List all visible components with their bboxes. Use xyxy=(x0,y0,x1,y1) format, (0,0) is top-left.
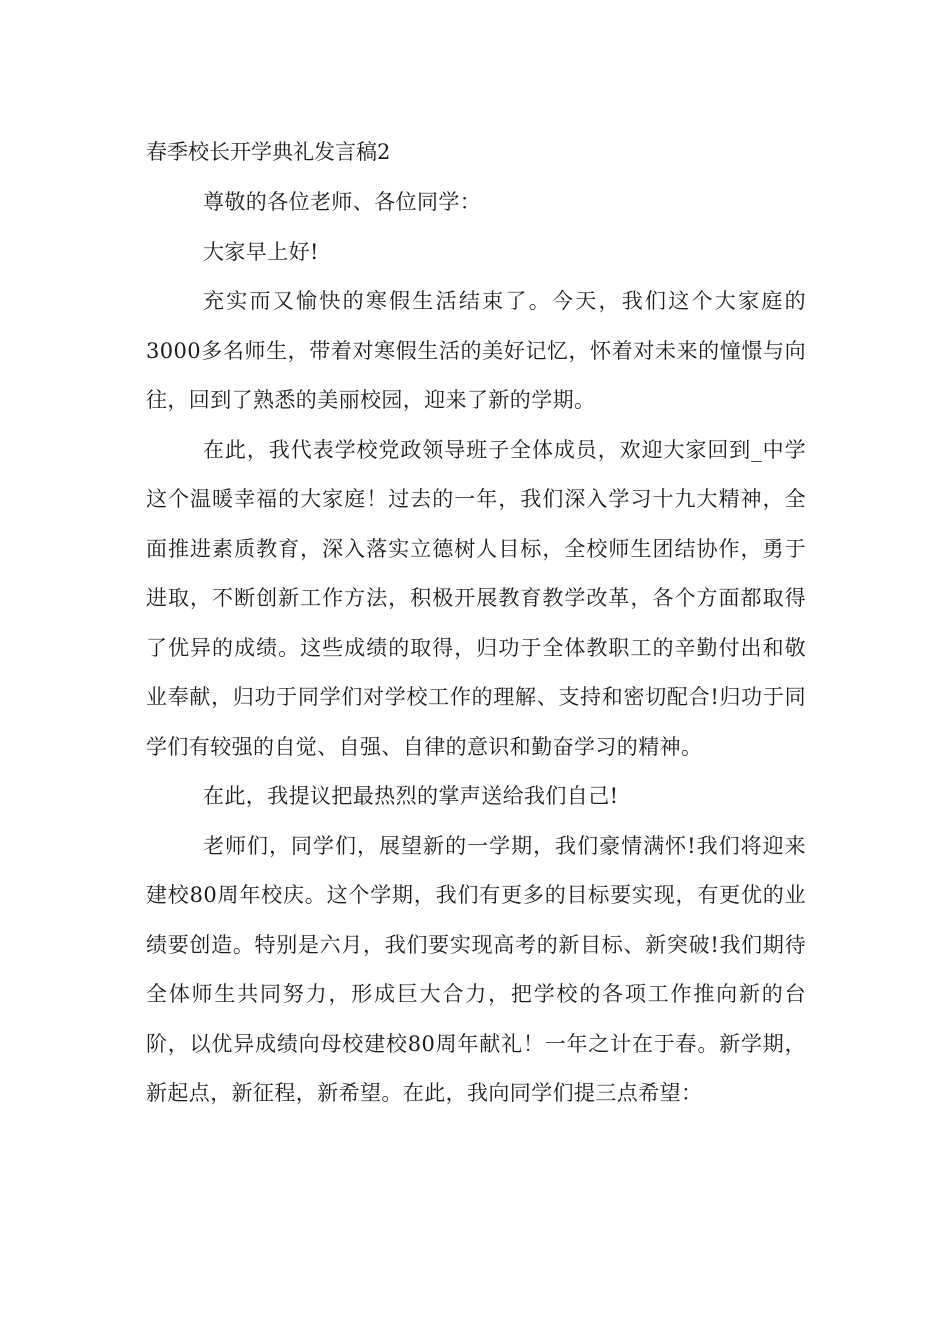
paragraph-salutation: 尊敬的各位老师、各位同学： xyxy=(203,190,482,214)
paragraph-achievements: 在此，我代表学校党政领导班子全体成员，欢迎大家回到_中学这个温暖幸福的大家庭！过去的一年，我们深入学习十九大精神，全面推进素质教育，深入落实立德树人目标，全校师生团结协作，勇于进取，不断创新工作方法，积极开展教育教学改革，各个方面都取得了优异的成绩。这些成绩的取得，归功于全体教职工的辛勤付出和敬业奉献，归功于同学们对学校工作的理解、支持和密切配合!归功于同学们有较强的自觉、自强、自律的意识和勤奋学习的精神。 xyxy=(146,437,806,759)
paragraph-greeting: 大家早上好! xyxy=(203,239,319,264)
paragraph-applause: 在此，我提议把最热烈的掌声送给我们自己! xyxy=(203,784,619,808)
document-title: 春季校长开学典礼发言稿2 xyxy=(146,140,391,164)
paragraph-opening: 充实而又愉快的寒假生活结束了。今天，我们这个大家庭的3000多名师生，带着对寒假生活的美好记忆，怀着对未来的憧憬与向往，回到了熟悉的美丽校园，迎来了新的学期。 xyxy=(146,289,806,412)
paragraph-outlook: 老师们，同学们，展望新的一学期，我们豪情满怀!我们将迎来建校80周年校庆。这个学期，我们有更多的目标要实现，有更优的业绩要创造。特别是六月，我们要实现高考的新目标、新突破!我们期待全体师生共同努力，形成巨大合力，把学校的各项工作推向新的台阶，以优异成绩向母校建校80周年献礼！一年之计在于春。新学期，新起点，新征程，新希望。在此，我向同学们提三点希望： xyxy=(146,833,806,1105)
document-page xyxy=(146,132,806,1119)
